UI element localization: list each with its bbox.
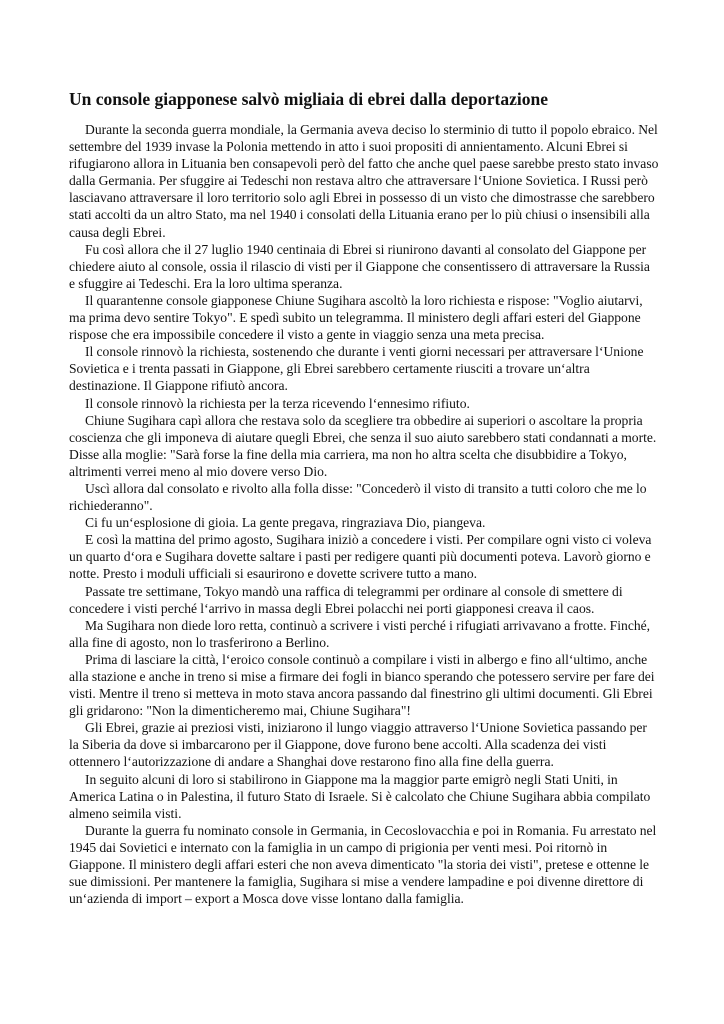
paragraph: Uscì allora dal consolato e rivolto alla folla disse: "Concederò il visto di transito a tutti coloro che me lo richiederanno". (69, 480, 647, 514)
paragraph: Passate tre settimane, Tokyo mandò una raffica di telegrammi per ordinare al console di smettere di concedere i visti perché l‘arrivo in massa degli Ebrei polacchi nei porti giapponesi creava il caos. (69, 583, 623, 616)
paragraph: Prima di lasciare la città, l‘eroico console continuò a compilare i visti in albergo e fino all‘ultimo, anche alla stazione e anche in treno si mise a firmare dei fogli in bianco sperando che potessero servire per fare dei visti. Mentre il treno si metteva in moto stava ancora passando dal finestrino gli ultimi documenti. Gli Ebrei gli gridarono: "Non la dimenticheremo mai, Chiune Sugihara"! (69, 651, 655, 719)
paragraph: Durante la seconda guerra mondiale, la Germania aveva deciso lo sterminio di tutto il popolo ebraico. Nel settembre del 1939 invase la Polonia mettendo in atto i suoi propositi di annientamento. Alcuni Ebrei si rifugiarono allora in Lituania ben consapevoli però del fatto che anche quel paese sarebbe presto stato invaso dalla Germania. Per sfuggire ai Tedeschi non restava altro che attraversare l‘Unione Sovietica. I Russi però lasciavano attraversare il loro territorio solo agli Ebrei in possesso di un visto che dimostrasse che sarebbero stati accolti da un altro Stato, ma nel 1940 i consolati della Lituania erano per lo più chiusi o insensibili alla causa degli Ebrei. (69, 122, 659, 240)
paragraph: Ma Sugihara non diede loro retta, continuò a scrivere i visti perché i rifugiati arrivavano a frotte. Finché, alla fine di agosto, non lo trasferirono a Berlino. (69, 617, 651, 650)
paragraph: Il console rinnovò la richiesta per la terza ricevendo l‘ennesimo rifiuto. (85, 395, 470, 411)
paragraph: Fu così allora che il 27 luglio 1940 centinaia di Ebrei si riunirono davanti al consolato del Giappone per chiedere aiuto al console, ossia il rilascio di visti per il Giappone che consentissero di attraversare la Russia e sfuggire ai Tedeschi. Era la loro ultima speranza. (69, 241, 650, 291)
article (69, 88, 659, 907)
paragraph: Il console rinnovò la richiesta, sostenendo che durante i venti giorni necessari per attraversare l‘Unione Sovietica e i trenta passati in Giappone, gli Ebrei sarebbero certamente riusciti a trovare un‘altra destinazione. Il Giappone rifiutò ancora. (69, 344, 644, 394)
article-title: Un console giapponese salvò migliaia di ebrei dalla deportazione (69, 89, 549, 109)
paragraph: Chiune Sugihara capì allora che restava solo da scegliere tra obbedire ai superiori o ascoltare la propria coscienza che gli imponeva di aiutare quegli Ebrei, che senza il suo aiuto sarebbero stati condannati a morte. Disse alla moglie: "Sarà forse la fine della mia carriera, ma non ho altra scelta che disubbidire a Tokyo, altrimenti verrei meno al mio dovere verso Dio. (69, 412, 657, 479)
paragraph: Il quarantenne console giapponese Chiune Sugihara ascoltò la loro richiesta e rispose: "Voglio aiutarvi, ma prima devo sentire Tokyo". E spedì subito un telegramma. Il ministero degli affari esteri del Giappone rispose che era impossibile concedere il visto a gente in viaggio senza una meta precisa. (69, 292, 643, 343)
paragraph: Ci fu un‘esplosione di gioia. La gente pregava, ringraziava Dio, piangeva. (85, 515, 486, 531)
paragraph: In seguito alcuni di loro si stabilirono in Giappone ma la maggior parte emigrò negli Stati Uniti, in America Latina o in Palestina, il futuro Stato di Israele. Si è calcolato che Chiune Sugihara abbia compilato almeno seimila visti. (69, 771, 651, 821)
paragraph: Gli Ebrei, grazie ai preziosi visti, iniziarono il lungo viaggio attraverso l‘Unione Sovietica passando per la Siberia da dove si imbarcarono per il Giappone, dove furono bene accolti. Alla scadenza dei visti ottennero l‘autorizzazione di andare a Shanghai dove restarono fino alla fine della guerra. (69, 720, 647, 770)
paragraph: Durante la guerra fu nominato console in Germania, in Cecoslovacchia e poi in Romania. Fu arrestato nel 1945 dai Sovietici e internato con la famiglia in un campo di prigionia per venti mesi. Poi ritornò in Giappone. Il ministero degli affari esteri che non aveva dimenticato "la storia dei visti", pretese e ottenne le sue dimissioni. Per mantenere la famiglia, Sugihara si mise a vendere lampadine e poi divenne direttore di un‘azienda di import – export a Mosca dove visse lontano dalla famiglia. (69, 822, 657, 907)
paragraph: E così la mattina del primo agosto, Sugihara iniziò a concedere i visti. Per compilare ogni visto ci voleva un quarto d‘ora e Sugihara dovette saltare i pasti per redigere quanti più documenti poteva. Lavorò giorno e notte. Presto i moduli ufficiali si esaurirono e dovette scrivere tutto a mano. (69, 532, 652, 582)
